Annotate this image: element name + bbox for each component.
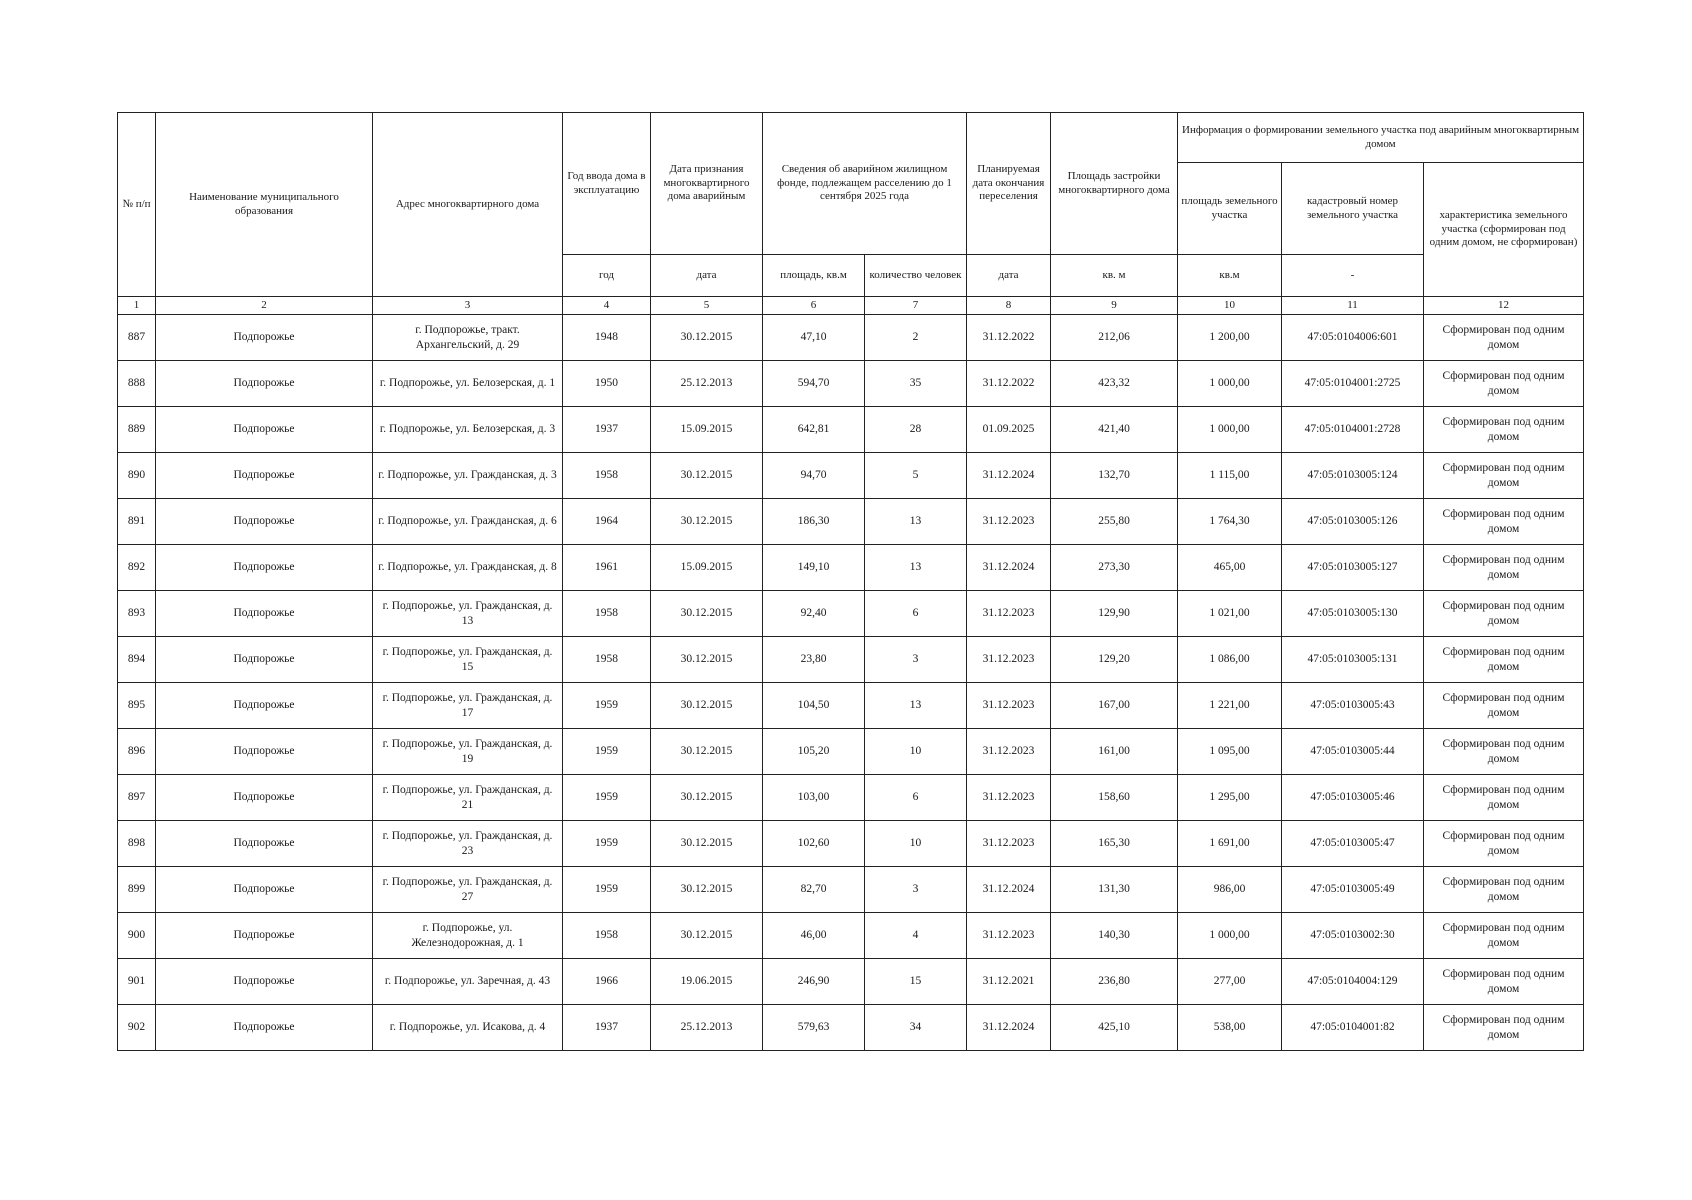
land-area-cell: 465,00 — [1178, 545, 1282, 591]
cadastral-number-cell: 47:05:0104006:601 — [1282, 315, 1424, 361]
row-number-cell: 888 — [118, 361, 156, 407]
row-number-cell: 892 — [118, 545, 156, 591]
header-building-area: Площадь застройки многоквартирного дома — [1051, 113, 1178, 255]
address-cell: г. Подпорожье, ул. Гражданская, д. 13 — [373, 591, 563, 637]
table-row — [118, 775, 1584, 821]
land-status-cell: Сформирован под одним домом — [1424, 361, 1584, 407]
land-status-cell: Сформирован под одним домом — [1424, 591, 1584, 637]
column-number-row — [118, 297, 1584, 315]
municipality-cell: Подпорожье — [156, 683, 373, 729]
emergency-area-cell: 642,81 — [763, 407, 865, 453]
cadastral-number-cell: 47:05:0103005:47 — [1282, 821, 1424, 867]
emergency-area-cell: 579,63 — [763, 1005, 865, 1051]
people-count-cell: 13 — [865, 545, 967, 591]
emergency-date-cell: 30.12.2015 — [651, 499, 763, 545]
emergency-date-cell: 30.12.2015 — [651, 867, 763, 913]
municipality-cell: Подпорожье — [156, 913, 373, 959]
land-area-cell: 1 221,00 — [1178, 683, 1282, 729]
header-commission-year: Год ввода дома в эксплуатацию — [563, 113, 651, 255]
building-area-cell: 132,70 — [1051, 453, 1178, 499]
commission-year-cell: 1966 — [563, 959, 651, 1005]
land-status-cell: Сформирован под одним домом — [1424, 867, 1584, 913]
people-count-cell: 10 — [865, 821, 967, 867]
land-status-cell: Сформирован под одним домом — [1424, 637, 1584, 683]
unit-building-sqm: кв. м — [1051, 255, 1178, 297]
planned-date-cell: 31.12.2024 — [967, 453, 1051, 499]
header-land-area: площадь земельного участка — [1178, 163, 1282, 255]
row-number-cell: 891 — [118, 499, 156, 545]
planned-date-cell: 31.12.2023 — [967, 683, 1051, 729]
planned-date-cell: 31.12.2022 — [967, 315, 1051, 361]
row-number-cell: 898 — [118, 821, 156, 867]
commission-year-cell: 1958 — [563, 637, 651, 683]
emergency-date-cell: 19.06.2015 — [651, 959, 763, 1005]
table-row — [118, 637, 1584, 683]
address-cell: г. Подпорожье, ул. Гражданская, д. 19 — [373, 729, 563, 775]
land-area-cell: 1 000,00 — [1178, 361, 1282, 407]
address-cell: г. Подпорожье, тракт. Архангельский, д. 29 — [373, 315, 563, 361]
land-status-cell: Сформирован под одним домом — [1424, 1005, 1584, 1051]
emergency-date-cell: 30.12.2015 — [651, 453, 763, 499]
emergency-date-cell: 30.12.2015 — [651, 591, 763, 637]
land-area-cell: 1 000,00 — [1178, 913, 1282, 959]
land-status-cell: Сформирован под одним домом — [1424, 453, 1584, 499]
header-municipality: Наименование муниципального образования — [156, 113, 373, 297]
building-area-cell: 161,00 — [1051, 729, 1178, 775]
cadastral-number-cell: 47:05:0104001:82 — [1282, 1005, 1424, 1051]
emergency-area-cell: 246,90 — [763, 959, 865, 1005]
emergency-area-cell: 594,70 — [763, 361, 865, 407]
row-number-cell: 893 — [118, 591, 156, 637]
cadastral-number-cell: 47:05:0104001:2728 — [1282, 407, 1424, 453]
people-count-cell: 2 — [865, 315, 967, 361]
row-number-cell: 900 — [118, 913, 156, 959]
header-planned-date: Планируемая дата окончания переселения — [967, 113, 1051, 255]
municipality-cell: Подпорожье — [156, 315, 373, 361]
emergency-area-cell: 92,40 — [763, 591, 865, 637]
address-cell: г. Подпорожье, ул. Гражданская, д. 15 — [373, 637, 563, 683]
emergency-date-cell: 30.12.2015 — [651, 913, 763, 959]
table-row — [118, 821, 1584, 867]
land-area-cell: 538,00 — [1178, 1005, 1282, 1051]
land-area-cell: 1 295,00 — [1178, 775, 1282, 821]
emergency-date-cell: 30.12.2015 — [651, 683, 763, 729]
row-number-cell: 894 — [118, 637, 156, 683]
unit-area-sqm: площадь, кв.м — [763, 255, 865, 297]
planned-date-cell: 31.12.2024 — [967, 1005, 1051, 1051]
people-count-cell: 15 — [865, 959, 967, 1005]
address-cell: г. Подпорожье, ул. Гражданская, д. 21 — [373, 775, 563, 821]
table-body — [118, 315, 1584, 1051]
planned-date-cell: 31.12.2023 — [967, 499, 1051, 545]
row-number-cell: 901 — [118, 959, 156, 1005]
commission-year-cell: 1959 — [563, 821, 651, 867]
building-area-cell: 167,00 — [1051, 683, 1178, 729]
header-emergency-date: Дата признания многоквартирного дома аварийным — [651, 113, 763, 255]
emergency-date-cell: 15.09.2015 — [651, 407, 763, 453]
row-number-cell: 889 — [118, 407, 156, 453]
emergency-area-cell: 94,70 — [763, 453, 865, 499]
header-emergency-fund: Сведения об аварийном жилищном фонде, подлежащем расселению до 1 сентября 2025 года — [763, 113, 967, 255]
municipality-cell: Подпорожье — [156, 361, 373, 407]
planned-date-cell: 31.12.2024 — [967, 545, 1051, 591]
municipality-cell: Подпорожье — [156, 591, 373, 637]
commission-year-cell: 1937 — [563, 1005, 651, 1051]
column-number: 11 — [1282, 297, 1424, 315]
land-area-cell: 277,00 — [1178, 959, 1282, 1005]
cadastral-number-cell: 47:05:0103005:130 — [1282, 591, 1424, 637]
emergency-area-cell: 105,20 — [763, 729, 865, 775]
column-number: 2 — [156, 297, 373, 315]
people-count-cell: 13 — [865, 683, 967, 729]
emergency-area-cell: 82,70 — [763, 867, 865, 913]
municipality-cell: Подпорожье — [156, 775, 373, 821]
building-area-cell: 129,90 — [1051, 591, 1178, 637]
planned-date-cell: 31.12.2023 — [967, 591, 1051, 637]
emergency-area-cell: 186,30 — [763, 499, 865, 545]
address-cell: г. Подпорожье, ул. Гражданская, д. 3 — [373, 453, 563, 499]
building-area-cell: 165,30 — [1051, 821, 1178, 867]
emergency-area-cell: 149,10 — [763, 545, 865, 591]
emergency-area-cell: 47,10 — [763, 315, 865, 361]
municipality-cell: Подпорожье — [156, 821, 373, 867]
column-number: 12 — [1424, 297, 1584, 315]
land-status-cell: Сформирован под одним домом — [1424, 729, 1584, 775]
commission-year-cell: 1959 — [563, 729, 651, 775]
row-number-cell: 890 — [118, 453, 156, 499]
cadastral-number-cell: 47:05:0103005:126 — [1282, 499, 1424, 545]
municipality-cell: Подпорожье — [156, 453, 373, 499]
row-number-cell: 887 — [118, 315, 156, 361]
commission-year-cell: 1948 — [563, 315, 651, 361]
building-area-cell: 236,80 — [1051, 959, 1178, 1005]
column-number: 6 — [763, 297, 865, 315]
people-count-cell: 13 — [865, 499, 967, 545]
emergency-date-cell: 15.09.2015 — [651, 545, 763, 591]
address-cell: г. Подпорожье, ул. Гражданская, д. 27 — [373, 867, 563, 913]
table-row — [118, 683, 1584, 729]
planned-date-cell: 31.12.2022 — [967, 361, 1051, 407]
table-row — [118, 959, 1584, 1005]
commission-year-cell: 1958 — [563, 453, 651, 499]
address-cell: г. Подпорожье, ул. Гражданская, д. 6 — [373, 499, 563, 545]
cadastral-number-cell: 47:05:0104001:2725 — [1282, 361, 1424, 407]
row-number-cell: 902 — [118, 1005, 156, 1051]
planned-date-cell: 31.12.2023 — [967, 821, 1051, 867]
column-number: 3 — [373, 297, 563, 315]
emergency-date-cell: 30.12.2015 — [651, 729, 763, 775]
table-row — [118, 729, 1584, 775]
table-row — [118, 591, 1584, 637]
municipality-cell: Подпорожье — [156, 729, 373, 775]
table-row — [118, 913, 1584, 959]
municipality-cell: Подпорожье — [156, 1005, 373, 1051]
people-count-cell: 3 — [865, 637, 967, 683]
table-row — [118, 1005, 1584, 1051]
building-area-cell: 131,30 — [1051, 867, 1178, 913]
commission-year-cell: 1959 — [563, 775, 651, 821]
column-number: 8 — [967, 297, 1051, 315]
unit-year: год — [563, 255, 651, 297]
address-cell: г. Подпорожье, ул. Белозерская, д. 3 — [373, 407, 563, 453]
planned-date-cell: 31.12.2023 — [967, 913, 1051, 959]
land-area-cell: 1 095,00 — [1178, 729, 1282, 775]
unit-cadastral-dash: - — [1282, 255, 1424, 297]
land-status-cell: Сформирован под одним домом — [1424, 821, 1584, 867]
cadastral-number-cell: 47:05:0103005:44 — [1282, 729, 1424, 775]
table-header — [118, 113, 1584, 315]
table-row — [118, 315, 1584, 361]
building-area-cell: 140,30 — [1051, 913, 1178, 959]
land-status-cell: Сформирован под одним домом — [1424, 683, 1584, 729]
land-area-cell: 986,00 — [1178, 867, 1282, 913]
commission-year-cell: 1961 — [563, 545, 651, 591]
land-status-cell: Сформирован под одним домом — [1424, 545, 1584, 591]
address-cell: г. Подпорожье, ул. Гражданская, д. 23 — [373, 821, 563, 867]
building-area-cell: 273,30 — [1051, 545, 1178, 591]
column-number: 9 — [1051, 297, 1178, 315]
cadastral-number-cell: 47:05:0103005:127 — [1282, 545, 1424, 591]
commission-year-cell: 1958 — [563, 913, 651, 959]
land-area-cell: 1 691,00 — [1178, 821, 1282, 867]
header-land-plot-group: Информация о формировании земельного участка под аварийным многоквартирным домом — [1178, 113, 1584, 163]
emergency-area-cell: 23,80 — [763, 637, 865, 683]
planned-date-cell: 31.12.2021 — [967, 959, 1051, 1005]
unit-planned-date: дата — [967, 255, 1051, 297]
building-area-cell: 158,60 — [1051, 775, 1178, 821]
land-area-cell: 1 000,00 — [1178, 407, 1282, 453]
land-status-cell: Сформирован под одним домом — [1424, 775, 1584, 821]
commission-year-cell: 1958 — [563, 591, 651, 637]
header-cadastral-number: кадастровый номер земельного участка — [1282, 163, 1424, 255]
municipality-cell: Подпорожье — [156, 407, 373, 453]
land-status-cell: Сформирован под одним домом — [1424, 315, 1584, 361]
header-row-number: № п/п — [118, 113, 156, 297]
row-number-cell: 896 — [118, 729, 156, 775]
planned-date-cell: 31.12.2024 — [967, 867, 1051, 913]
table-row — [118, 407, 1584, 453]
planned-date-cell: 31.12.2023 — [967, 729, 1051, 775]
commission-year-cell: 1937 — [563, 407, 651, 453]
address-cell: г. Подпорожье, ул. Белозерская, д. 1 — [373, 361, 563, 407]
emergency-housing-register-table — [117, 112, 1584, 1051]
emergency-date-cell: 30.12.2015 — [651, 315, 763, 361]
building-area-cell: 129,20 — [1051, 637, 1178, 683]
commission-year-cell: 1959 — [563, 867, 651, 913]
land-area-cell: 1 200,00 — [1178, 315, 1282, 361]
cadastral-number-cell: 47:05:0103005:46 — [1282, 775, 1424, 821]
table-row — [118, 867, 1584, 913]
column-number: 7 — [865, 297, 967, 315]
emergency-date-cell: 30.12.2015 — [651, 637, 763, 683]
cadastral-number-cell: 47:05:0103005:43 — [1282, 683, 1424, 729]
land-area-cell: 1 086,00 — [1178, 637, 1282, 683]
building-area-cell: 423,32 — [1051, 361, 1178, 407]
emergency-area-cell: 102,60 — [763, 821, 865, 867]
land-area-cell: 1 021,00 — [1178, 591, 1282, 637]
land-status-cell: Сформирован под одним домом — [1424, 499, 1584, 545]
people-count-cell: 6 — [865, 591, 967, 637]
table-row — [118, 453, 1584, 499]
planned-date-cell: 31.12.2023 — [967, 775, 1051, 821]
people-count-cell: 4 — [865, 913, 967, 959]
building-area-cell: 421,40 — [1051, 407, 1178, 453]
column-number: 10 — [1178, 297, 1282, 315]
land-status-cell: Сформирован под одним домом — [1424, 913, 1584, 959]
address-cell: г. Подпорожье, ул. Исакова, д. 4 — [373, 1005, 563, 1051]
municipality-cell: Подпорожье — [156, 867, 373, 913]
land-status-cell: Сформирован под одним домом — [1424, 407, 1584, 453]
address-cell: г. Подпорожье, ул. Железнодорожная, д. 1 — [373, 913, 563, 959]
row-number-cell: 899 — [118, 867, 156, 913]
row-number-cell: 897 — [118, 775, 156, 821]
column-number: 4 — [563, 297, 651, 315]
unit-people-count: количество человек — [865, 255, 967, 297]
cadastral-number-cell: 47:05:0103005:124 — [1282, 453, 1424, 499]
cadastral-number-cell: 47:05:0103005:131 — [1282, 637, 1424, 683]
municipality-cell: Подпорожье — [156, 637, 373, 683]
building-area-cell: 425,10 — [1051, 1005, 1178, 1051]
address-cell: г. Подпорожье, ул. Гражданская, д. 8 — [373, 545, 563, 591]
people-count-cell: 3 — [865, 867, 967, 913]
land-status-cell: Сформирован под одним домом — [1424, 959, 1584, 1005]
emergency-area-cell: 103,00 — [763, 775, 865, 821]
building-area-cell: 255,80 — [1051, 499, 1178, 545]
emergency-area-cell: 46,00 — [763, 913, 865, 959]
cadastral-number-cell: 47:05:0104004:129 — [1282, 959, 1424, 1005]
unit-land-sqm: кв.м — [1178, 255, 1282, 297]
emergency-date-cell: 25.12.2013 — [651, 361, 763, 407]
header-land-characteristic: характеристика земельного участка (сформирован под одним домом, не сформирован) — [1424, 163, 1584, 297]
header-address: Адрес многоквартирного дома — [373, 113, 563, 297]
planned-date-cell: 01.09.2025 — [967, 407, 1051, 453]
emergency-area-cell: 104,50 — [763, 683, 865, 729]
cadastral-number-cell: 47:05:0103005:49 — [1282, 867, 1424, 913]
address-cell: г. Подпорожье, ул. Заречная, д. 43 — [373, 959, 563, 1005]
cadastral-number-cell: 47:05:0103002:30 — [1282, 913, 1424, 959]
column-number: 1 — [118, 297, 156, 315]
address-cell: г. Подпорожье, ул. Гражданская, д. 17 — [373, 683, 563, 729]
table-row — [118, 545, 1584, 591]
emergency-date-cell: 25.12.2013 — [651, 1005, 763, 1051]
row-number-cell: 895 — [118, 683, 156, 729]
table-row — [118, 361, 1584, 407]
people-count-cell: 5 — [865, 453, 967, 499]
emergency-date-cell: 30.12.2015 — [651, 775, 763, 821]
people-count-cell: 28 — [865, 407, 967, 453]
planned-date-cell: 31.12.2023 — [967, 637, 1051, 683]
municipality-cell: Подпорожье — [156, 499, 373, 545]
emergency-date-cell: 30.12.2015 — [651, 821, 763, 867]
unit-date: дата — [651, 255, 763, 297]
people-count-cell: 10 — [865, 729, 967, 775]
column-number: 5 — [651, 297, 763, 315]
commission-year-cell: 1950 — [563, 361, 651, 407]
land-area-cell: 1 764,30 — [1178, 499, 1282, 545]
commission-year-cell: 1959 — [563, 683, 651, 729]
land-area-cell: 1 115,00 — [1178, 453, 1282, 499]
table-row — [118, 499, 1584, 545]
commission-year-cell: 1964 — [563, 499, 651, 545]
building-area-cell: 212,06 — [1051, 315, 1178, 361]
people-count-cell: 6 — [865, 775, 967, 821]
people-count-cell: 35 — [865, 361, 967, 407]
municipality-cell: Подпорожье — [156, 545, 373, 591]
people-count-cell: 34 — [865, 1005, 967, 1051]
municipality-cell: Подпорожье — [156, 959, 373, 1005]
